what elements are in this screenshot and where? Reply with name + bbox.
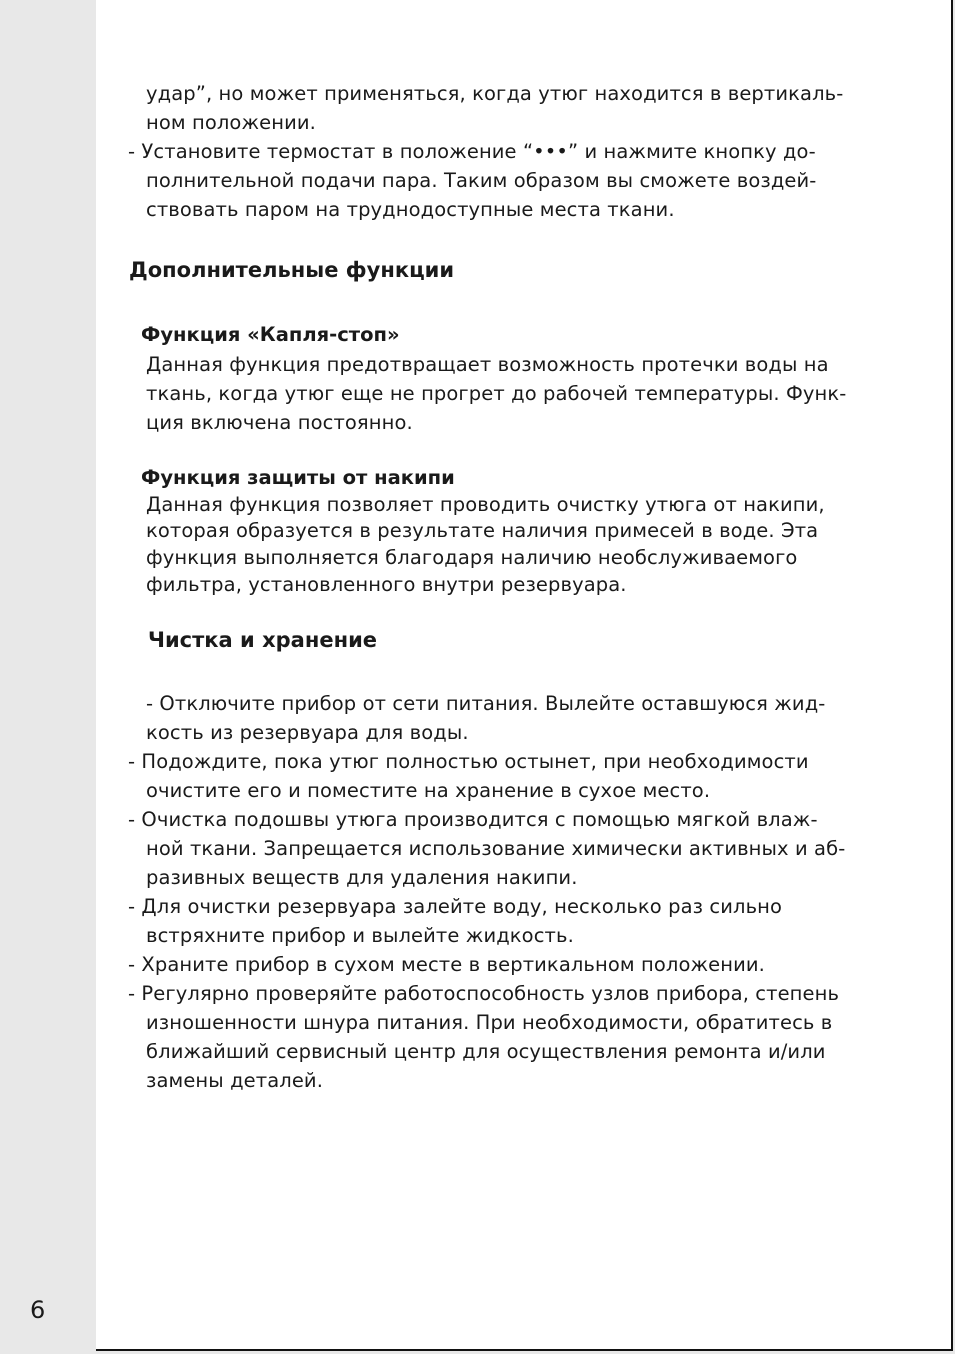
cleaning-line: - Очистка подошвы утюга производится с помощью мягкой влаж- — [128, 808, 818, 831]
cleaning-line: - Храните прибор в сухом месте в вертикальном положении. — [128, 953, 765, 976]
cleaning-line: ближайший сервисный центр для осуществления ремонта и/или — [146, 1040, 826, 1063]
paragraph-line: ция включена постоянно. — [146, 411, 413, 434]
cleaning-line: - Для очистки резервуара залейте воду, несколько раз сильно — [128, 895, 783, 918]
page-number: 6 — [30, 1296, 46, 1324]
paragraph-line: Данная функция предотвращает возможность протечки воды на — [146, 353, 829, 376]
cleaning-line: ной ткани. Запрещается использование химически активных и аб- — [146, 837, 846, 860]
paragraph-line: ткань, когда утюг еще не прогрет до рабочей температуры. Функ- — [146, 382, 847, 405]
intro-line: - Установите термостат в положение “•••” и нажмите кнопку до- — [128, 140, 816, 163]
paragraph-line: Данная функция позволяет проводить очистку утюга от накипи, — [146, 493, 825, 516]
cleaning-line: кость из резервуара для воды. — [146, 721, 469, 744]
intro-line: удар”, но может применяться, когда утюг находится в вертикаль- — [146, 82, 844, 105]
subheading-anti-calc: Функция защиты от накипи — [141, 466, 455, 489]
cleaning-line: замены деталей. — [146, 1069, 323, 1092]
cleaning-line: очистите его и поместите на хранение в сухое место. — [146, 779, 711, 802]
cleaning-line: встряхните прибор и вылейте жидкость. — [146, 924, 574, 947]
cleaning-line: - Регулярно проверяйте работоспособность узлов прибора, степень — [128, 982, 840, 1005]
intro-line: полнительной подачи пара. Таким образом вы сможете воздей- — [146, 169, 817, 192]
page-margin — [0, 0, 96, 1354]
subheading-drip-stop: Функция «Капля-стоп» — [141, 323, 400, 346]
paragraph-line: функция выполняется благодаря наличию необслуживаемого — [146, 546, 798, 569]
section-heading-extra-functions: Дополнительные функции — [129, 258, 455, 282]
paragraph-line: фильтра, установленного внутри резервуара. — [146, 573, 627, 596]
document-page — [96, 0, 953, 1351]
section-heading-cleaning: Чистка и хранение — [148, 628, 378, 652]
cleaning-line: - Отключите прибор от сети питания. Вылейте оставшуюся жид- — [146, 692, 826, 715]
cleaning-line: разивных веществ для удаления накипи. — [146, 866, 578, 889]
intro-line: ствовать паром на труднодоступные места ткани. — [146, 198, 675, 221]
cleaning-line: изношенности шнура питания. При необходимости, обратитесь в — [146, 1011, 833, 1034]
paragraph-line: которая образуется в результате наличия примесей в воде. Эта — [146, 519, 819, 542]
cleaning-line: - Подождите, пока утюг полностью остынет, при необходимости — [128, 750, 809, 773]
intro-line: ном положении. — [146, 111, 316, 134]
